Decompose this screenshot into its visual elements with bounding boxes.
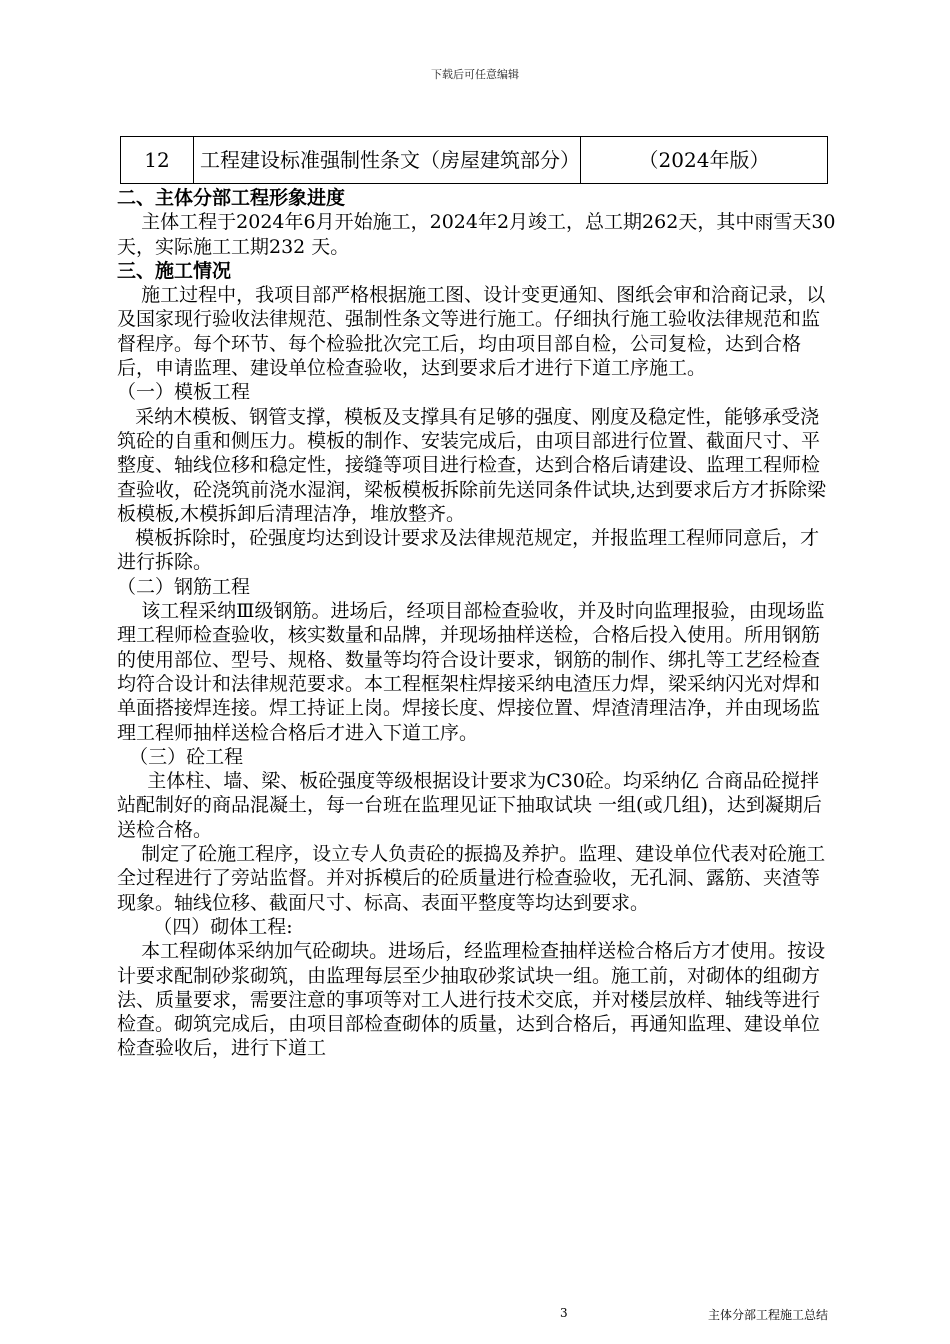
standard-name: 工程建设标准强制性条文（房屋建筑部分） <box>194 137 581 184</box>
subsection-heading: （四）砌体工程: <box>117 915 293 938</box>
paragraph: 该工程采纳Ⅲ级钢筋。进场后，经项目部检查验收，并及时向监理报验，由现场监理工程师检查验收，核实数量和品牌，并现场抽样送检，合格后投入使用。所用钢筋的使用部位、型号、规格、数量等均符合设计要求，钢筋的制作、绑扎等工艺经检查均符合设计和法律规范要求。本工程框架柱焊接采纳电渣压力焊，梁采纳闪光对焊和单面搭接焊连接。焊工持证上岗。焊接长度、焊接位置、焊渣清理洁净，并由现场监理工程师抽样送检合格后才进入下道工序。 <box>117 600 825 744</box>
table-row <box>121 137 828 184</box>
paragraph: 本工程砌体采纳加气砼砌块。进场后，经监理检查抽样送检合格后方才使用。按设计要求配制砂浆砌筑，由监理每层至少抽取砂浆试块一组。施工前，对砌体的组砌方法、质量要求，需要注意的事项等对工人进行技术交底，并对楼层放样、轴线等进行检查。砌筑完成后，由项目部检查砌体的质量，达到合格后，再通知监理、建设单位检查验收后，进行下道工 <box>117 940 826 1060</box>
paragraph: 施工过程中，我项目部严格根据施工图、设计变更通知、图纸会审和洽商记录，以及国家现行验收法律规范、强制性条文等进行施工。仔细执行施工验收法律规范和监督程序。每个环节、每个检验批次完工后，均由项目部自检，公司复检，达到合格后，申请监理、建设单位检查验收，达到要求后才进行下道工序施工。 <box>117 284 826 380</box>
section-heading: 二、主体分部工程形象进度 <box>117 187 346 209</box>
paragraph: 制定了砼施工程序，设立专人负责砼的振捣及养护。监理、建设单位代表对砼施工全过程进行了旁站监督。并对拆模后的砼质量进行检查验收，无孔洞、露筋、夹渣等现象。轴线位移、截面尺寸、标高、表面平整度等均达到要求。 <box>117 843 826 914</box>
row-number: 12 <box>121 137 194 184</box>
reference-table <box>120 136 828 184</box>
document-body <box>117 186 837 1061</box>
standard-version: （2024年版） <box>581 137 828 184</box>
footer-title: 主体分部工程施工总结 <box>708 1308 829 1322</box>
subsection-heading: （一）模板工程 <box>117 381 251 404</box>
section-heading: 三、施工情况 <box>117 259 232 282</box>
paragraph: 采纳木模板、钢管支撑，模板及支撑具有足够的强度、刚度及稳定性，能够承受浇筑砼的自重和侧压力。模板的制作、安装完成后，由项目部进行位置、截面尺寸、平整度、轴线位移和稳定性，接缝等项目进行检查，达到合格后请建设、监理工程师检查验收，砼浇筑前浇水湿润，梁板模板拆除前先送同条件试块,达到要求后方才拆除梁板模板,木模拆卸后清理洁净，堆放整齐。 <box>117 405 827 525</box>
paragraph: 主体工程于2024年6月开始施工，2024年2月竣工，总工期262天，其中雨雪天30天，实际施工工期232 天。 <box>117 211 836 258</box>
subsection-heading: （三）砼工程 <box>117 745 244 768</box>
page-number: 3 <box>560 1306 568 1320</box>
paragraph: 主体柱、墙、梁、板砼强度等级根据设计要求为C30砼。均采纳亿 合商品砼搅拌站配制好的商品混凝土，每一台班在监理见证下抽取试块 一组(或几组)，达到凝期后送检合格。 <box>117 770 822 841</box>
paragraph: 模板拆除时，砼强度均达到设计要求及法律规范规定，并报监理工程师同意后，才进行拆除。 <box>117 527 820 574</box>
subsection-heading: （二）钢筋工程 <box>117 575 251 598</box>
page-header: 下载后可任意编辑 <box>431 68 519 81</box>
